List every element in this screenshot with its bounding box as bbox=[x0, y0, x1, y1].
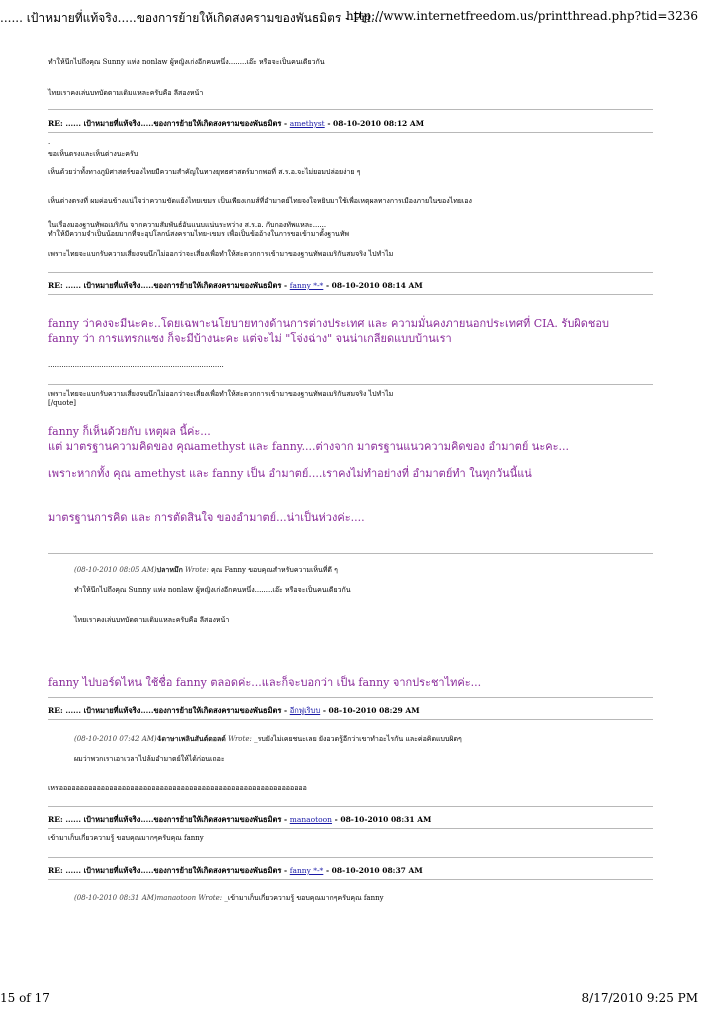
quote-timestamp: (08-10-2010 08:05 AM) bbox=[74, 566, 157, 574]
quote-text: _รบยังไม่เคยชนะเลย ยังอวดรู้อีกว่าเขาทำอะไรกัน และค่อคิดแบบผิดๆ bbox=[254, 735, 462, 743]
post-date: - 08-10-2010 08:31 AM bbox=[334, 815, 432, 824]
author-link[interactable]: fanny *-* bbox=[289, 281, 324, 290]
divider bbox=[48, 879, 653, 880]
post-subject: RE: ...... เป้าหมายที่แท้จริง.....ของการย้ายให้เกิดสงครามของพันธมิตร - bbox=[48, 281, 288, 290]
page-number: 15 of 17 bbox=[0, 991, 50, 1005]
dotted-separator: ............................................................................... bbox=[48, 361, 224, 369]
divider bbox=[48, 697, 653, 698]
divider bbox=[48, 109, 653, 110]
post-line: เห็นด้วยว่าทั้งทางภูมิศาสตร์ของไทยมีความสำคัญในทางยุทธศาสตร์มากพอที่ ส.ร.อ.จะไม่ยอมปล่อยง่าย ๆ bbox=[48, 168, 361, 176]
divider bbox=[48, 719, 653, 720]
post-date: - 08-10-2010 08:12 AM bbox=[327, 119, 425, 128]
quote-timestamp: (08-10-2010 07:42 AM) bbox=[74, 735, 157, 743]
post-paragraph: fanny ก็เห็นด้วยกับ เหตุผล นี้ค่ะ... bbox=[48, 425, 211, 438]
quote-wrote: Wrote: bbox=[185, 566, 209, 574]
quote-author: 4ดาษาเพลินสันต์ดอลด์ bbox=[156, 734, 226, 743]
post-subject: RE: ...... เป้าหมายที่แท้จริง.....ของการย้ายให้เกิดสงครามของพันธมิตร - bbox=[48, 866, 288, 875]
post-header bbox=[48, 280, 423, 292]
post-header bbox=[48, 118, 424, 130]
post-paragraph: แต่ มาตรฐานความคิดของ คุณamethyst และ fanny....ต่างจาก มาตรฐานแนวความคิดของ อำมาตย์ นะคะ... bbox=[48, 440, 569, 453]
post-paragraph: เพราะหากทั้ง คุณ amethyst และ fanny เป็น อำมาตย์....เราคงไม่ทำอย่างที่ อำมาตย์ทำ ในทุกวันนี้แน่ bbox=[48, 467, 532, 480]
divider bbox=[48, 132, 653, 133]
quote-line: ทำให้นึกไปถึงคุณ Sunny แห่ง nonlaw ผู้หญิงเก่งอีกคนหนึ่ง........เอ๊ะ หรือจะเป็นคนเดียวกัน bbox=[74, 586, 351, 594]
post-body: เข้ามาเก็บเกี่ยวความรู้ ขอบคุณมากๆครับคุณ fanny bbox=[48, 834, 204, 842]
post-date: - 08-10-2010 08:37 AM bbox=[325, 866, 423, 875]
post-line: ในเรื่องมองฐานทัพอเมริกัน จากความสัมพันธ์อันแนบแน่นระหว่าง ส.ร.อ. กับกองทัพแหละ...... bbox=[48, 221, 327, 229]
post-subject: RE: ...... เป้าหมายที่แท้จริง.....ของการย้ายให้เกิดสงครามของพันธมิตร - bbox=[48, 119, 288, 128]
post-paragraph: fanny ว่าคงจะมีนะคะ..โดยเฉพาะนโยบายทางด้านการต่างประเทศ และ ความมั่นคงภายนอกประเทศที่ CIA. รับผิดชอบ bbox=[48, 317, 609, 330]
post-header bbox=[48, 705, 420, 717]
post-header bbox=[48, 814, 431, 826]
print-datetime: 8/17/2010 9:25 PM bbox=[581, 991, 698, 1005]
post-line: ทำให้มีความจำเป็นน้อยมากที่จะอุปโลกน์สงครามไทย-เขมร เพื่อเป็นข้ออ้างในการขอเข้ามาตั้งฐานทัพ bbox=[48, 230, 350, 238]
author-link[interactable]: fanny *-* bbox=[289, 866, 324, 875]
post-line: เพราะไทยจะแบกรับความเสี่ยงจนนึกไม่ออกว่าจะเสี่ยงเพื่อทำให้สะดวกการเข้ามาของฐานทัพอเมริกันสมจริง ไปทำไม bbox=[48, 250, 394, 258]
document-title: ...... เป้าหมายที่แท้จริง.....ของการย้ายให้เกิดสงครามของพันธมิตร - Pri... bbox=[0, 11, 383, 25]
divider bbox=[48, 857, 653, 858]
divider bbox=[48, 272, 653, 273]
quote-end-tag: [/quote] bbox=[48, 399, 76, 407]
post-body: เหรอออออออออออออออออออออออออออออออออออออออออออออออออออออออออออ bbox=[48, 784, 307, 792]
quote-header bbox=[74, 565, 338, 576]
post-paragraph: fanny ว่า การแทรกแซง ก็จะมีบ้างนะคะ แต่จะไม่ "โจ่งฉ่าง" จนน่าเกลียดแบบบ้านเรา bbox=[48, 332, 452, 345]
post-paragraph: fanny ไปบอร์ดไหน ใช้ชื่อ fanny ตลอดค่ะ...และก็จะบอกว่า เป็น fanny จากประชาไทค่ะ... bbox=[48, 676, 482, 689]
post-subject: RE: ...... เป้าหมายที่แท้จริง.....ของการย้ายให้เกิดสงครามของพันธมิตร - bbox=[48, 706, 288, 715]
post-date: - 08-10-2010 08:29 AM bbox=[322, 706, 420, 715]
post-date: - 08-10-2010 08:14 AM bbox=[325, 281, 423, 290]
quote-divider bbox=[48, 553, 653, 554]
quote-header bbox=[74, 893, 384, 904]
top-post-line-2: ไทยเราคงเล่นบทบัดตามเดิมแหละครับคือ ลีสองหน้า bbox=[48, 89, 204, 97]
divider bbox=[48, 294, 653, 295]
quote-header bbox=[74, 734, 462, 745]
author-link[interactable]: อีกฟูเริบบ bbox=[289, 706, 321, 715]
post-subject: RE: ...... เป้าหมายที่แท้จริง.....ของการย้ายให้เกิดสงครามของพันธมิตร - bbox=[48, 815, 288, 824]
quote-text: คุณ Fanny ขอบคุณสำหรับความเห็นที่ดี ๆ bbox=[211, 566, 338, 574]
quote-text: _เข้ามาเก็บเกี่ยวความรู้ ขอบคุณมากๆครับคุณ fanny bbox=[224, 894, 384, 902]
author-link[interactable]: manaotoon bbox=[289, 815, 333, 824]
quote-line: ผมว่าพวกเราเอาเวลาไปล้มอำมาตย์ให้ได้ก่อนเถอะ bbox=[74, 755, 225, 763]
post-line: เห็นต่างตรงที่ ผมค่อนข้างแน่ใจว่าความขัดแย้งไทยเขมร เป็นเพียงเกมส์ที่อำมาตย์ไทยจงใจหยิบมาใช้เพื่อเหตุผลทางการเมืองภายในของไทยเอง bbox=[48, 197, 472, 205]
divider bbox=[48, 806, 653, 807]
quote-wrote: Wrote: bbox=[228, 735, 252, 743]
post-paragraph: มาตรฐานการคิด และ การตัดสินใจ ของอำมาตย์...น่าเป็นห่วงค่ะ.... bbox=[48, 511, 365, 524]
post-line: ขอเห็นตรงและเห็นต่างนะครับ bbox=[48, 150, 139, 158]
post-header bbox=[48, 865, 423, 877]
quoted-line: เพราะไทยจะแบกรับความเสี่ยงจนนึกไม่ออกว่าจะเสี่ยงเพื่อทำให้สะดวกการเข้ามาของฐานทัพอเมริกันสมจริง ไปทำไม bbox=[48, 390, 394, 398]
author-link[interactable]: amethyst bbox=[289, 119, 325, 128]
post-line: . bbox=[48, 138, 51, 146]
quote-line: ไทยเราคงเล่นบทบัดตามเดิมแหละครับคือ ลีสองหน้า bbox=[74, 616, 230, 624]
divider bbox=[48, 384, 653, 385]
quote-timestamp: (08-10-2010 08:31 AM)manaotoon Wrote: bbox=[74, 894, 223, 902]
page-url: http://www.internetfreedom.us/printthread.php?tid=3236 bbox=[346, 9, 698, 23]
quote-author: ปลาหมึก bbox=[156, 565, 183, 574]
divider bbox=[48, 828, 653, 829]
top-post-line-1: ทำให้นึกไปถึงคุณ Sunny แห่ง nonlaw ผู้หญิงเก่งอีกคนหนึ่ง........เอ๊ะ หรือจะเป็นคนเดียวกัน bbox=[48, 58, 325, 66]
